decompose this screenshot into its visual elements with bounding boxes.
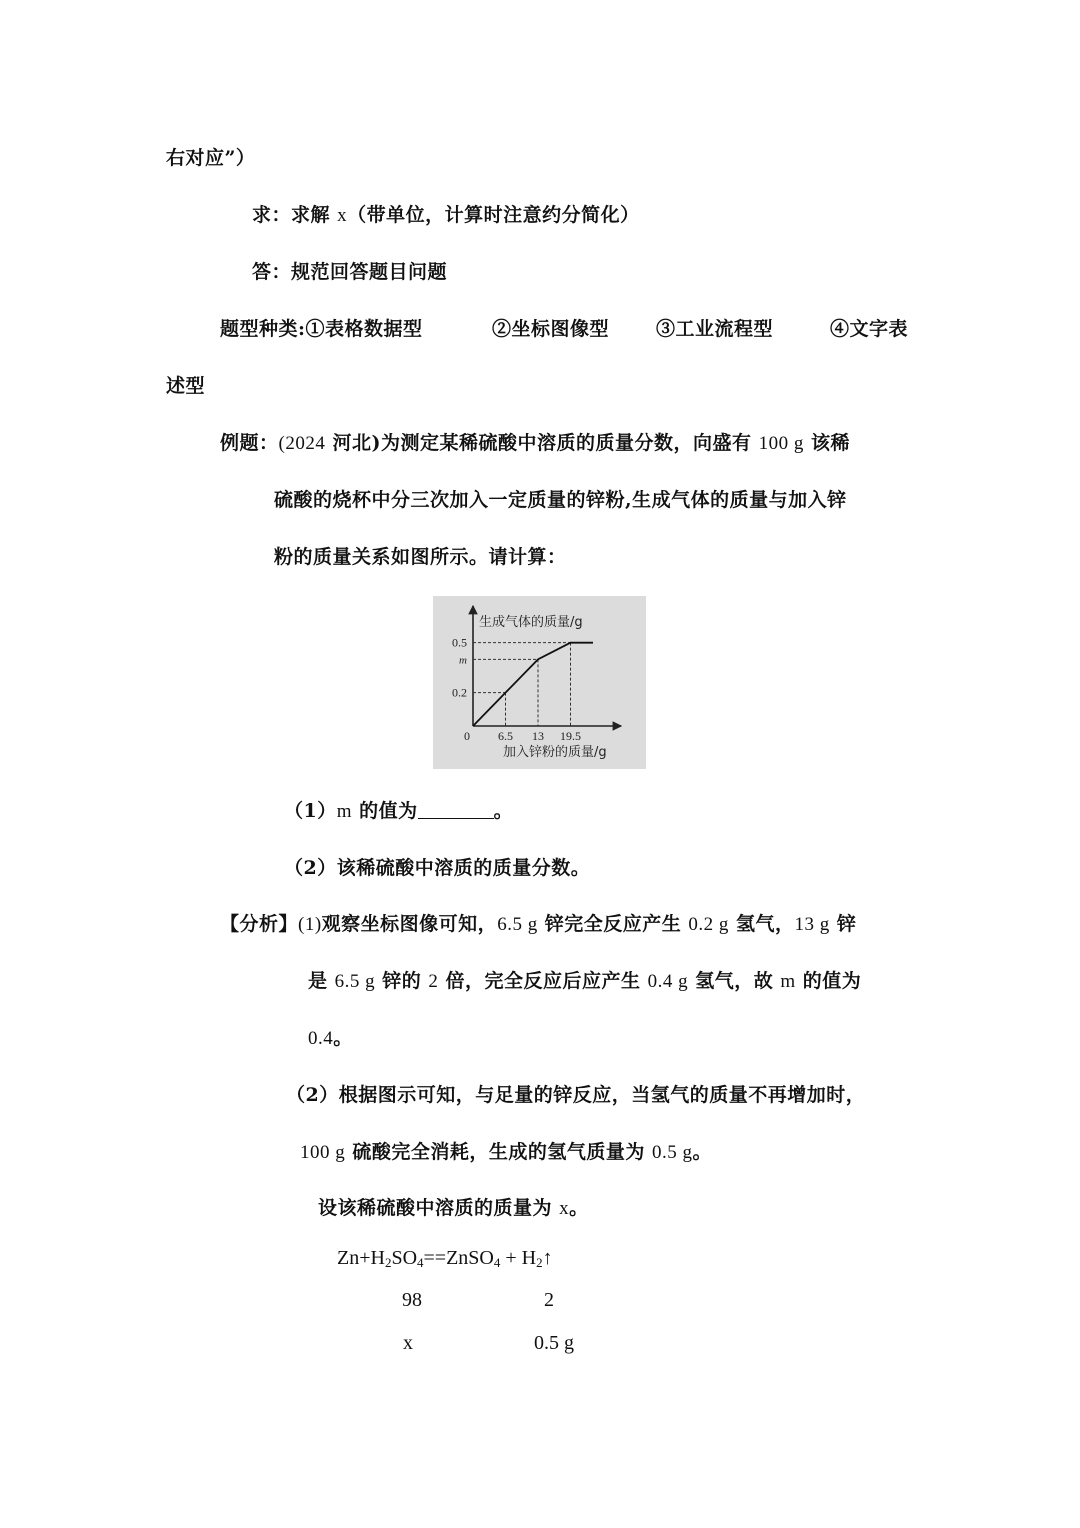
number: 2 — [428, 971, 439, 992]
text-span: 。 — [569, 1197, 589, 1219]
text-line-4 — [220, 317, 920, 341]
eq-row1-right: 2 — [544, 1289, 554, 1311]
eq-part: + H — [500, 1247, 537, 1269]
text-span: 锌完全反应产生 — [537, 913, 689, 935]
text-span: 锌 — [829, 913, 857, 935]
x-tick-label: 6.5 — [498, 729, 513, 743]
question-type-4: ④文字表 — [830, 318, 909, 340]
text-span: 倍，完全反应后应产生 — [438, 970, 648, 992]
y-axis-title: 生成气体的质量/g — [479, 615, 583, 630]
example-line-1 — [220, 431, 850, 456]
text-span: 。 — [493, 800, 514, 822]
analysis-line-3 — [308, 1026, 353, 1051]
x-tick-label: 13 — [532, 729, 544, 743]
eq-row1-left: 98 — [402, 1289, 422, 1311]
variable-m: m — [780, 971, 796, 992]
mass-value: 6.5 g — [497, 914, 538, 935]
mass-value: 0.2 g — [688, 914, 729, 935]
year: (2024 — [278, 433, 326, 454]
text-line-5: 述型 — [166, 375, 206, 397]
question-type-2: ②坐标图像型 — [492, 318, 610, 340]
text-span: 的值为 — [795, 970, 862, 992]
analysis-line-1 — [220, 912, 856, 937]
x-tick-label: 19.5 — [560, 729, 581, 743]
variable-m: m — [336, 801, 353, 822]
question-2: （2）该稀硫酸中溶质的质量分数。 — [284, 857, 591, 879]
eq-subscript: 4 — [417, 1255, 424, 1270]
eq-subscript: 2 — [384, 1255, 392, 1270]
number: 0.4 — [308, 1028, 334, 1049]
y-tick-label: 0.2 — [452, 685, 467, 700]
analysis-line-5 — [300, 1140, 712, 1165]
text-line-3: 答：规范回答题目问题 — [252, 261, 448, 283]
chart-figure — [433, 596, 646, 769]
text-span: 该稀 — [803, 432, 850, 454]
question-1 — [284, 799, 513, 824]
text-span: 硫酸完全消耗，生成的氢气质量为 — [345, 1141, 652, 1163]
eq-subscript: 2 — [536, 1255, 543, 1270]
text-span: 求：求解 — [252, 204, 338, 226]
eq-part: SO — [391, 1247, 418, 1269]
gas-arrow: ↑ — [542, 1247, 553, 1269]
eq-row2-left: x — [403, 1332, 413, 1354]
x-tick-label: 0 — [464, 729, 470, 743]
text-span: 的值为 — [352, 800, 418, 822]
text-span: 设该稀硫酸中溶质的质量为 — [318, 1197, 560, 1219]
mass-value: 0.5 g — [651, 1142, 693, 1163]
mass-value: 6.5 g — [334, 971, 376, 992]
analysis-line-2 — [308, 969, 861, 994]
text-line-2 — [252, 203, 640, 228]
text-line-1: 右对应”） — [166, 147, 256, 169]
mass-value: 0.4 g — [647, 971, 689, 992]
text-span: 锌的 — [375, 970, 429, 992]
mass-value: 13 g — [794, 914, 830, 935]
eq-part: Zn+H — [337, 1247, 385, 1269]
example-line-3: 粉的质量关系如图所示。请计算： — [274, 546, 567, 568]
chart-svg — [433, 596, 646, 769]
text-span: 氢气，故 — [688, 970, 781, 992]
y-tick-label: 0.5 — [452, 635, 467, 650]
eq-subscript: 4 — [493, 1255, 501, 1270]
analysis-label: 【分析】 — [220, 913, 299, 935]
answer-blank[interactable] — [418, 800, 494, 819]
analysis-line-6 — [318, 1196, 589, 1221]
y-tick-label: m — [459, 654, 467, 667]
text-span: 。 — [333, 1027, 353, 1049]
series-line — [473, 643, 593, 726]
text-span: 观察坐标图像可知， — [321, 913, 498, 935]
mass-value: 100 g — [300, 1142, 346, 1163]
eq-row2-right: 0.5 g — [534, 1332, 574, 1354]
text-span: （带单位，计算时注意约分简化） — [347, 204, 640, 226]
question-type-3: ③工业流程型 — [656, 318, 774, 340]
eq-part: ==ZnSO — [423, 1247, 494, 1269]
text-span: 。 — [692, 1141, 712, 1163]
text-span: 例题： — [220, 432, 279, 454]
text-span: 河北)为测定某稀硫酸中溶质的质量分数，向盛有 — [325, 432, 759, 454]
chemical-equation — [337, 1246, 553, 1275]
question-type-1: 题型种类:①表格数据型 — [220, 318, 423, 340]
text-span: 是 — [308, 970, 335, 992]
variable-x: x — [337, 205, 348, 226]
analysis-line-4: （2）根据图示可知，与足量的锌反应，当氢气的质量不再增加时， — [286, 1084, 866, 1106]
text-span: 氢气， — [728, 913, 795, 935]
variable-x: x — [559, 1198, 570, 1219]
text-span: （1） — [284, 800, 337, 822]
mass-value: 100 g — [758, 433, 804, 454]
x-axis-title: 加入锌粉的质量/g — [503, 745, 607, 760]
text-span: (1) — [298, 914, 322, 935]
example-line-2: 硫酸的烧杯中分三次加入一定质量的锌粉,生成气体的质量与加入锌 — [274, 489, 847, 511]
